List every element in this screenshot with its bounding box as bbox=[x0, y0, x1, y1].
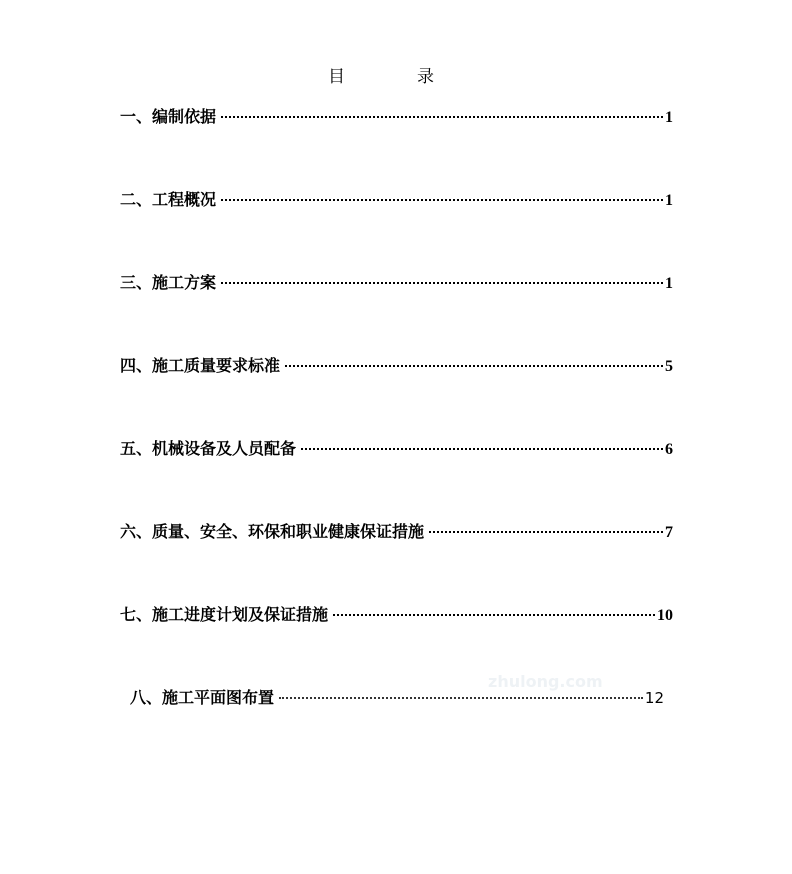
toc-leader-dots bbox=[429, 531, 663, 533]
toc-entry-page: 12 bbox=[644, 689, 664, 707]
toc-leader-dots bbox=[221, 116, 663, 118]
toc-entry-page: 1 bbox=[665, 109, 673, 126]
toc-entry-page: 5 bbox=[665, 358, 673, 375]
toc-entry-label: 三、施工方案 bbox=[120, 273, 217, 292]
watermark-text: zhulong.com bbox=[488, 672, 603, 691]
toc-leader-dots bbox=[221, 199, 663, 201]
toc-leader-dots bbox=[333, 614, 655, 616]
toc-title bbox=[0, 62, 762, 87]
toc-entry[interactable] bbox=[120, 270, 673, 292]
toc-entry[interactable] bbox=[120, 436, 673, 458]
toc-entry-page: 1 bbox=[665, 192, 673, 209]
toc-entry[interactable] bbox=[120, 602, 673, 624]
toc-title-left: 目 bbox=[328, 67, 345, 87]
toc-entry-label: 一、编制依据 bbox=[120, 107, 217, 126]
toc-leader-dots bbox=[301, 448, 663, 450]
toc-entry-page: 7 bbox=[665, 524, 673, 541]
toc-entry[interactable] bbox=[120, 104, 673, 126]
toc-entry-page: 1 bbox=[665, 275, 673, 292]
toc-entry-label: 五、机械设备及人员配备 bbox=[120, 439, 297, 458]
toc-entry-label: 八、施工平面图布置 bbox=[130, 688, 275, 707]
toc-entry-label: 七、施工进度计划及保证措施 bbox=[120, 605, 329, 624]
toc-leader-dots bbox=[285, 365, 663, 367]
toc-leader-dots bbox=[279, 697, 643, 699]
toc-entry-label: 四、施工质量要求标准 bbox=[120, 356, 281, 375]
toc-entry-page: 6 bbox=[665, 441, 673, 458]
toc-entry[interactable] bbox=[120, 353, 673, 375]
toc-entry[interactable] bbox=[120, 519, 673, 541]
toc-entry[interactable] bbox=[130, 685, 664, 707]
toc-entry[interactable] bbox=[120, 187, 673, 209]
toc-entry-page: 10 bbox=[657, 607, 673, 624]
toc-leader-dots bbox=[221, 282, 663, 284]
toc-entry-label: 二、工程概况 bbox=[120, 190, 217, 209]
toc-entry-label: 六、质量、安全、环保和职业健康保证措施 bbox=[120, 522, 425, 541]
toc-title-right: 录 bbox=[417, 67, 434, 87]
